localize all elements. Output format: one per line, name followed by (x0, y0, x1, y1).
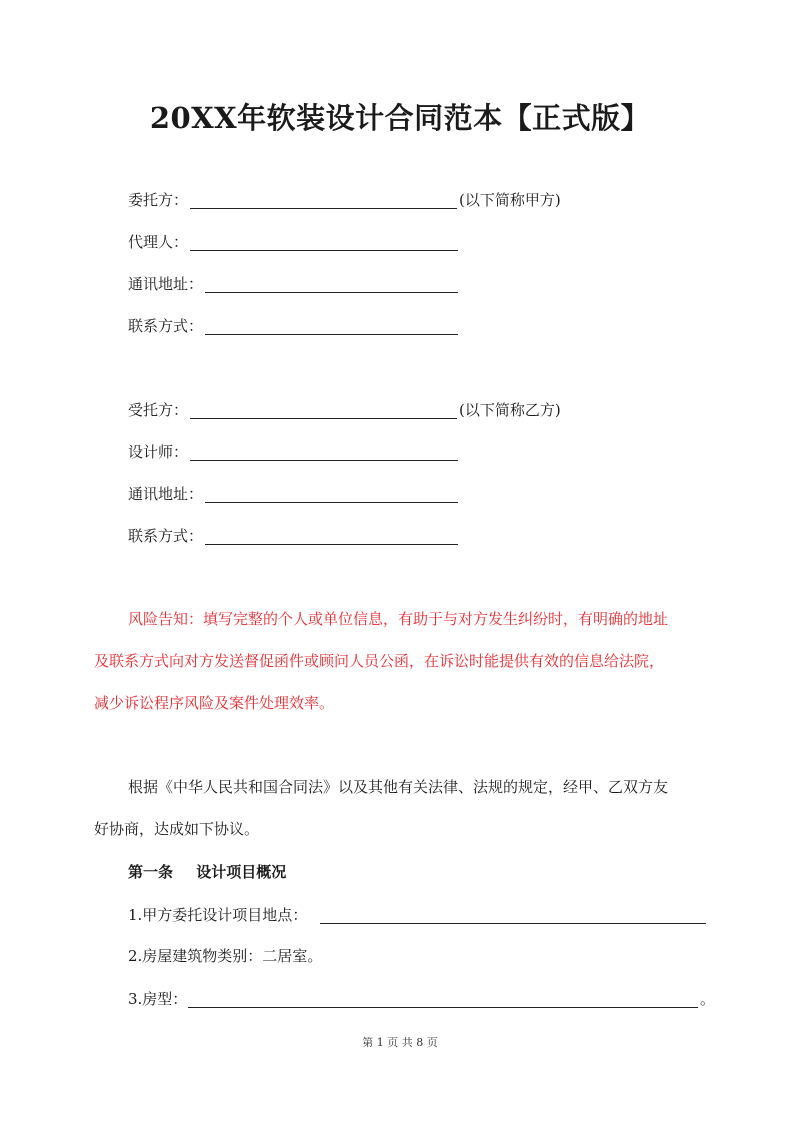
party-a-entrust-label: 委托方： (128, 191, 189, 209)
article-1-item-1 (128, 903, 708, 927)
party-a-address-field (128, 272, 468, 296)
party-a-contact-blank[interactable] (205, 334, 458, 335)
party-b-designer-field (128, 440, 468, 464)
party-b-entrusted-label: 受托方： (128, 401, 189, 419)
party-b-designer-blank[interactable] (190, 460, 458, 461)
party-b-address-field (128, 482, 468, 506)
party-a-entrust-blank[interactable] (190, 208, 457, 209)
party-b-contact-label: 联系方式： (128, 527, 204, 545)
item-3-suffix: 。 (700, 990, 716, 1008)
article-1-heading (128, 861, 286, 882)
party-a-entrust-field (128, 188, 588, 212)
party-b-address-label: 通讯地址： (128, 485, 204, 503)
risk-notice-line-3: 减少诉讼程序风险及案件处理效率。 (94, 694, 335, 712)
intro-line-2: 好协商，达成如下协议。 (94, 820, 260, 838)
party-a-agent-field (128, 230, 468, 254)
intro-line-1: 根据《中华人民共和国合同法》以及其他有关法律、法规的规定，经甲、乙双方友 (128, 778, 669, 796)
article-1-title: 设计项目概况 (196, 863, 287, 881)
party-a-agent-label: 代理人： (128, 233, 189, 251)
party-a-contact-field (128, 314, 468, 338)
party-a-entrust-suffix: (以下简称甲方) (459, 191, 561, 209)
item-1-location-blank[interactable] (320, 923, 706, 924)
article-1-item-2: 2.房屋建筑物类别：二居室。 (128, 947, 323, 965)
party-b-designer-label: 设计师： (128, 443, 189, 461)
party-b-contact-blank[interactable] (205, 544, 458, 545)
article-1-item-3 (128, 987, 716, 1011)
party-b-entrusted-blank[interactable] (190, 418, 457, 419)
party-a-contact-label: 联系方式： (128, 317, 204, 335)
document-title: 20XX年软装设计合同范本【正式版】 (149, 101, 651, 135)
party-b-entrusted-suffix: (以下简称乙方) (459, 401, 561, 419)
item-3-layout-blank[interactable] (188, 1007, 698, 1008)
party-a-agent-blank[interactable] (190, 250, 458, 251)
risk-notice-line-2: 及联系方式向对方发送督促函件或顾问人员公函，在诉讼时能提供有效的信息给法院， (94, 652, 665, 670)
party-b-entrusted-field (128, 398, 588, 422)
page-footer: 第 1 页 共 8 页 (362, 1036, 438, 1049)
party-b-contact-field (128, 524, 468, 548)
item-3-label: 3.房型： (128, 990, 188, 1008)
party-b-address-blank[interactable] (205, 502, 458, 503)
item-1-label: 1.甲方委托设计项目地点： (128, 906, 308, 924)
party-a-address-blank[interactable] (205, 292, 458, 293)
risk-notice-line-1: 风险告知：填写完整的个人或单位信息，有助于与对方发生纠纷时，有明确的地址 (128, 610, 669, 628)
party-a-address-label: 通讯地址： (128, 275, 204, 293)
article-1-number: 第一条 (128, 863, 174, 881)
